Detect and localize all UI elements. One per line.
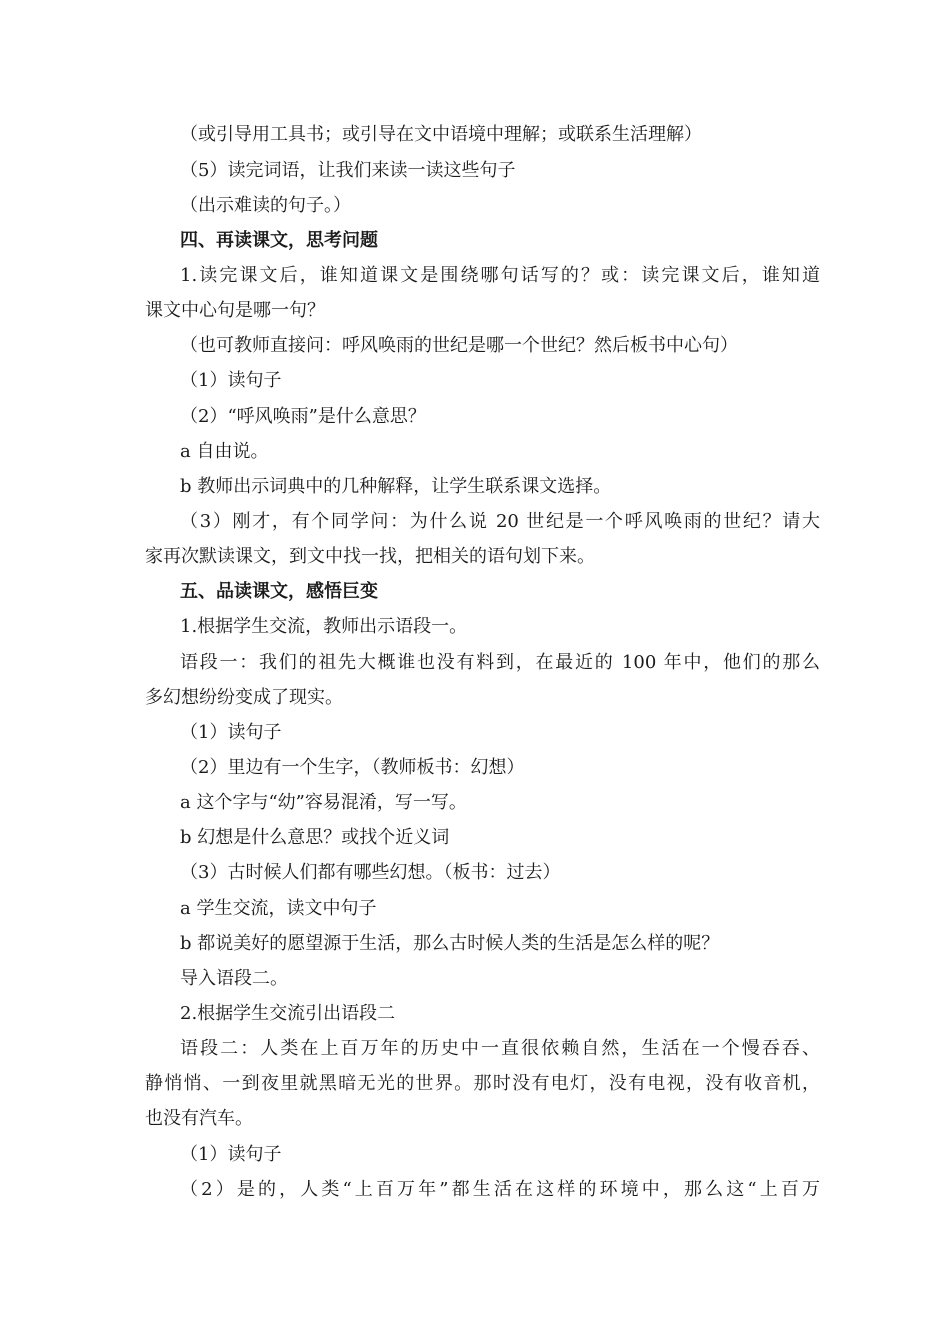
paragraph-line: 静悄悄、一到夜里就黑暗无光的世界。那时没有电灯，没有电视，没有收音机， xyxy=(145,1073,820,1094)
section-heading: 四、再读课文，思考问题 xyxy=(180,230,378,251)
paragraph-line: 语段一：我们的祖先大概谁也没有料到，在最近的 100 年中，他们的那么 xyxy=(180,652,820,673)
paragraph-line: 多幻想纷纷变成了现实。 xyxy=(145,687,343,708)
paragraph-line: 也没有汽车。 xyxy=(145,1108,253,1129)
paragraph-line: （2）里边有一个生字，（教师板书：幻想） xyxy=(180,757,525,778)
paragraph-line: b 幻想是什么意思？或找个近义词 xyxy=(180,827,450,848)
paragraph-line: （1）读句子 xyxy=(180,1144,282,1165)
paragraph-line: （2）是的，人类“上百万年”都生活在这样的环境中，那么这“上百万 xyxy=(180,1179,820,1200)
paragraph-line: （1）读句子 xyxy=(180,370,282,391)
paragraph-line: （5）读完词语，让我们来读一读这些句子 xyxy=(180,160,516,181)
paragraph-line: 课文中心句是哪一句？ xyxy=(145,300,325,321)
paragraph-line: （出示难读的句子。） xyxy=(180,195,351,216)
paragraph-line: （也可教师直接问：呼风唤雨的世纪是哪一个世纪？然后板书中心句） xyxy=(180,335,738,356)
paragraph-line: 2.根据学生交流引出语段二 xyxy=(180,1003,396,1024)
paragraph-line: （或引导用工具书；或引导在文中语境中理解；或联系生活理解） xyxy=(180,124,702,145)
paragraph-line: 1.根据学生交流，教师出示语段一。 xyxy=(180,616,468,637)
paragraph-line: （3）刚才，有个同学问：为什么说 20 世纪是一个呼风唤雨的世纪？请大 xyxy=(180,511,820,532)
paragraph-line: 1.读完课文后，谁知道课文是围绕哪句话写的？或：读完课文后，谁知道 xyxy=(180,265,820,286)
paragraph-line: a 这个字与“幼”容易混淆，写一写。 xyxy=(180,792,467,813)
paragraph-line: 语段二：人类在上百万年的历史中一直很依赖自然，生活在一个慢吞吞、 xyxy=(180,1038,820,1059)
paragraph-line: （2）“呼风唤雨”是什么意思？ xyxy=(180,406,426,427)
paragraph-line: b 都说美好的愿望源于生活，那么古时候人类的生活是怎么样的呢？ xyxy=(180,933,720,954)
paragraph-line: 导入语段二。 xyxy=(180,968,288,989)
paragraph-line: b 教师出示词典中的几种解释，让学生联系课文选择。 xyxy=(180,476,612,497)
paragraph-line: 家再次默读课文，到文中找一找，把相关的语句划下来。 xyxy=(145,546,595,567)
paragraph-line: a 学生交流，读文中句子 xyxy=(180,898,377,919)
paragraph-line: （1）读句子 xyxy=(180,722,282,743)
section-heading: 五、品读课文，感悟巨变 xyxy=(180,581,378,602)
paragraph-line: a 自由说。 xyxy=(180,441,269,462)
paragraph-line: （3）古时候人们都有哪些幻想。（板书：过去） xyxy=(180,862,561,883)
